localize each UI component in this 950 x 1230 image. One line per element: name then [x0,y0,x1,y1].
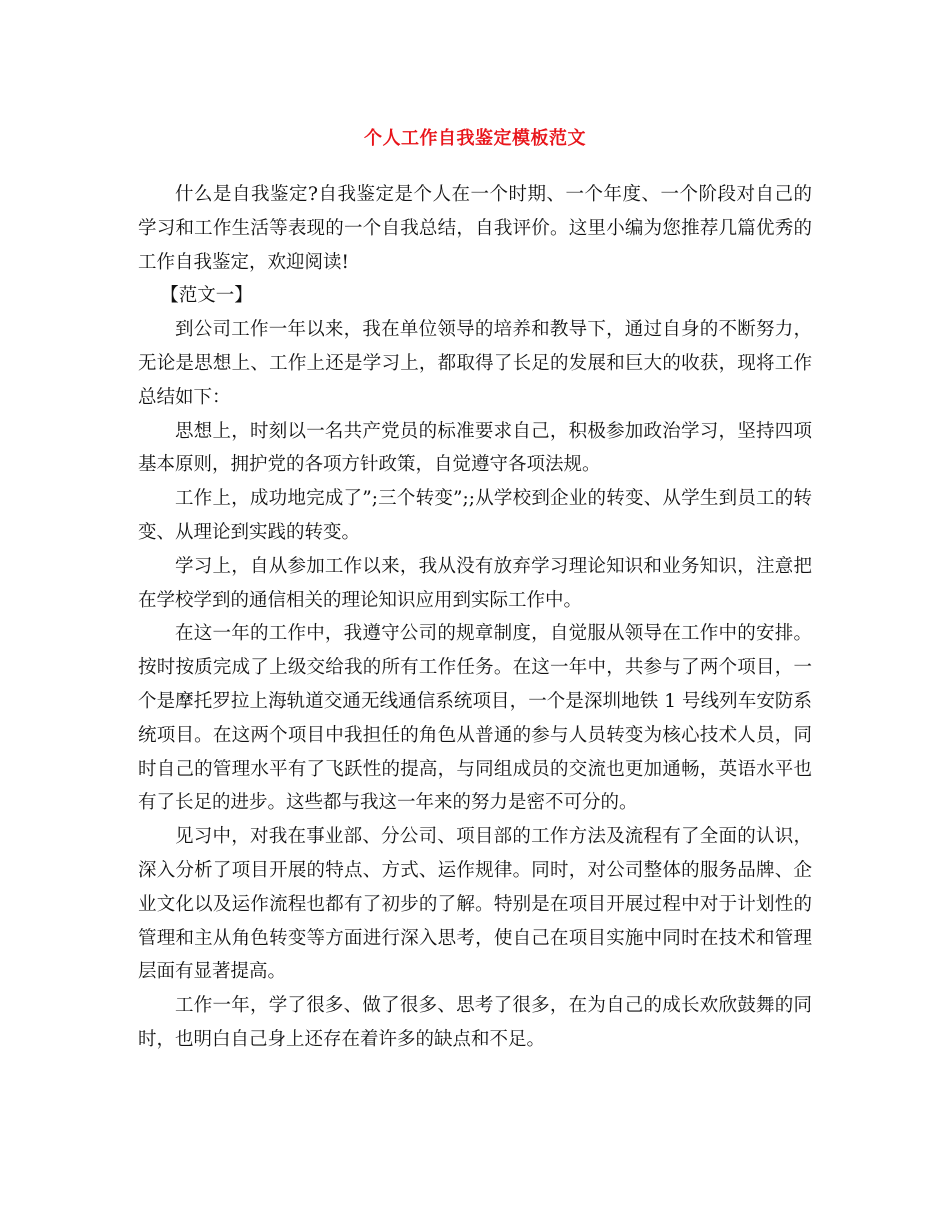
body-paragraph: 工作一年，学了很多、做了很多、思考了很多，在为自己的成长欢欣鼓舞的同时，也明白自己身上还存在着许多的缺点和不足。 [138,995,812,1050]
document-body [138,178,812,1057]
body-paragraph: 见习中，对我在事业部、分公司、项目部的工作方法及流程有了全面的认识，深入分析了项目开展的特点、方式、运作规律。同时，对公司整体的服务品牌、企业文化以及运作流程也都有了初步的了解。特别是在项目开展过程中对于计划性的管理和主从角色转变等方面进行深入思考，使自己在项目实施中同时在技术和管理层面有显著提高。 [138,826,812,983]
intro-paragraph: 什么是自我鉴定?自我鉴定是个人在一个时期、一个年度、一个阶段对自己的学习和工作生活等表现的一个自我总结，自我评价。这里小编为您推荐几篇优秀的工作自我鉴定，欢迎阅读! [138,184,812,273]
body-paragraph: 到公司工作一年以来，我在单位领导的培养和教导下，通过自身的不断努力，无论是思想上、工作上还是学习上，都取得了长足的发展和巨大的收获，现将工作总结如下： [138,319,812,408]
body-paragraph: 学习上，自从参加工作以来，我从没有放弃学习理论知识和业务知识，注意把在学校学到的通信相关的理论知识应用到实际工作中。 [138,555,812,611]
body-paragraph: 工作上，成功地完成了”;三个转变”;;从学校到企业的转变、从学生到员工的转变、从理论到实践的转变。 [138,488,812,543]
section-heading: 【范文一】 [160,285,253,307]
body-paragraph: 思想上，时刻以一名共产党员的标准要求自己，积极参加政治学习，坚持四项基本原则，拥护党的各项方针政策，自觉遵守各项法规。 [138,420,812,476]
body-paragraph: 在这一年的工作中，我遵守公司的规章制度，自觉服从领导在工作中的安排。按时按质完成了上级交给我的所有工作任务。在这一年中，共参与了两个项目，一个是摩托罗拉上海轨道交通无线通信系统项目，一个是深圳地铁 1 号线列车安防系统项目。在这两个项目中我担任的角色从普通的参与人员转变为核心技术人员，同时自己的管理水平有了飞跃性的提高，与同组成员的交流也更加通畅，英语水平也有了长足的进步。这些都与我这一年来的努力是密不可分的。 [138,623,812,814]
document-title: 个人工作自我鉴定模板范文 [364,128,586,149]
